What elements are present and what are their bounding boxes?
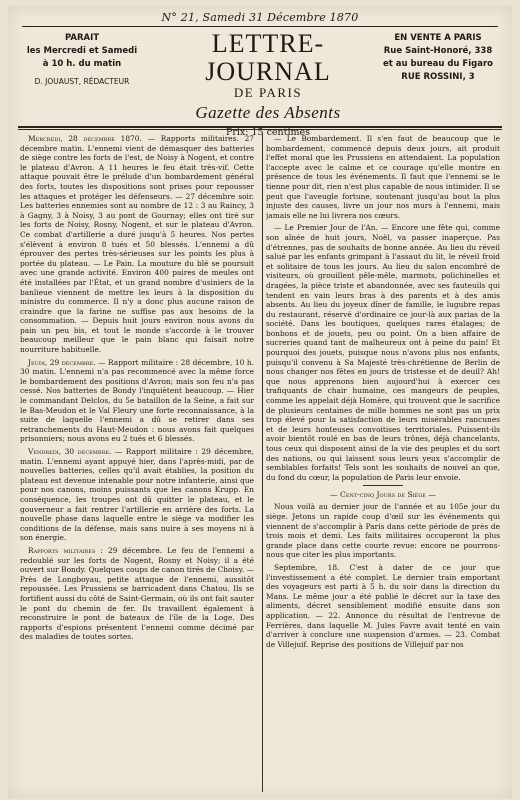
sales-line-3: et au bureau du Figaro bbox=[382, 59, 494, 69]
paragraph-text: 29 décembre. Le feu de l'ennemi a redoublé sur les forts de Nogent, Rosny et Noisy; il a été ouvert sur Bondy. Quelques coups de canon tirés de Choisy. — Près de Longboyau, petite attaque de l'ennemi, aussitôt repoussée. Les Prussiens se barricadent dans Chatou. Ils se fortifient aussi du côté de Saint-Germain, où ils ont fait sauter le pont du chemin de fer. Ils travaillent également à reconstruire le pont de bateaux de l'île de la Loge. Des rapports d'espions présentent l'ennemi comme décimé par des maladies de toutes sortes. bbox=[20, 545, 254, 642]
paragraph-text: Septembre, 18. C'est à dater de ce jour que l'investissement a été complet. Le dernier train emportant des voyageurs est parti à 5 h. du soir dans la direction du Mans. Le même jour a été publié le décret sur la taxe des aliments, décret sensiblement modifié ensuite dans son application. — 22. Annonce du résultat de l'entrevue de Ferrières, dans laquelle M. Jules Favre avait tenté en vain d'arriver à conclure une suspension d'armes. — 23. Combat de Villejuif. Reprise des positions de Villejuif par nos bbox=[266, 562, 500, 649]
editor-line: D. JOUAUST, RÉDACTEUR bbox=[34, 77, 130, 86]
price-line: Prix: 15 centimes bbox=[225, 127, 311, 138]
article-paragraph bbox=[20, 546, 254, 642]
schedule-line-3: à 10 h. du matin bbox=[42, 59, 122, 69]
paragraph-lead: Vendredi, 30 décembre. bbox=[28, 447, 112, 456]
article-paragraph bbox=[20, 447, 254, 543]
column-divider bbox=[262, 134, 263, 792]
article-paragraph bbox=[266, 502, 500, 560]
section-separator bbox=[363, 485, 403, 486]
article-paragraph bbox=[266, 134, 500, 220]
article-columns bbox=[20, 134, 500, 792]
newspaper-subtitle: DE PARIS bbox=[233, 85, 303, 100]
paragraph-text: Nous voilà au dernier jour de l'année et au 105e jour du siège. Jetons un rapide coup d'œil sur les événements qui viennent de s'accomplir à Paris dans cette période de près de trois mois et demi. Les faits militaires occuperont la plus grande place dans cette courte revue: encore ne pourrons-nous que citer les plus importants. bbox=[266, 502, 500, 560]
issue-line: N° 21, Samedi 31 Décembre 1870 bbox=[161, 11, 359, 24]
masthead bbox=[18, 29, 502, 138]
section-heading: — Cent-cinq Jours de Siège — bbox=[266, 490, 500, 500]
right-column bbox=[266, 134, 500, 792]
sales-info bbox=[374, 32, 502, 84]
paragraph-lead: Rapports militaires : bbox=[28, 545, 103, 555]
left-column bbox=[20, 134, 254, 792]
article-paragraph bbox=[266, 223, 500, 482]
schedule-line-2: les Mercredi et Samedi bbox=[26, 46, 138, 56]
paragraph-text: — Le Bombardement. Il s'en faut de beaucoup que le bombardement, commencé depuis deux jours, ait produit l'effet moral que les Prussiens en attendaient. La population l'accepte avec le calme et ce courage qu'elle montre en présence de tous les événements. Il faut que l'ennemi se le tienne pour dit, rien n'est plus capable de nous intimider. Il se peut que l'aveugle fortune, soutenant jusqu'au bout la plus injuste des causes, livre un jour nos murs à l'ennemi, mais jamais elle ne lui livrera nos cœurs. bbox=[266, 134, 500, 220]
paragraph-text: — Rapport militaire : 28 décembre, 10 h. 30 matin. L'ennemi n'a pas recommencé avec la même force le bombardement des positions d'Avron; mais son feu n'a pas cessé. Nos batteries de Bondy l'inquiètent beaucoup. — Hier le commandant Delclos, du 5e bataillon de la Seine, a fait sur le Bas-Meudon et le Val Fleury une forte reconnaissance, à la suite de laquelle l'ennemi a dû se retirer dans ses retranchements du Haut-Meudon : nous avons fait quelques prisonniers; nous avons eu 2 tués et 6 blessés. bbox=[20, 357, 254, 444]
paragraph-lead: Jeudi, 29 décembre. bbox=[28, 357, 96, 367]
sales-line-4: RUE ROSSINI, 3 bbox=[401, 72, 475, 82]
sales-line-1: EN VENTE A PARIS bbox=[394, 33, 482, 43]
article-paragraph bbox=[20, 358, 254, 444]
paragraph-text: — Rapports militaires. 27 décembre matin. L'ennemi vient de démasquer des batteries de siège contre les forts de l'est, de Noisy à Nogent, et contre le plateau d'Avron. A 11 heures le feu était très-vif. Cette attaque pouvait être le prélude d'un bombardement général des forts, toutes les dispositions sont prises pour repousser les attaques et protéger les défenseurs. — 27 décembre soir. Les batteries ennemies sont au nombre de 12 : 3 au Raincy, 3 à Gagny, 3 à Noisy, 3 au pont de Gournay; elles ont tiré sur les forts de Noisy, Rosny, Nogent, et sur le plateau d'Avron. Ce combat d'artillerie a duré jusqu'à 5 heures. Nos pertes s'élèvent à environ 8 tués et 50 blessés. L'ennemi a dû éprouver des pertes très-sérieuses sur les points les plus à portée du plateau. — Le Pain. La mouture du blé se poursuit avec une grande activité. Environ 400 paires de meules ont été installées par l'État, et un grand nombre d'usiniers de la banlieue viennent de mettre les leurs à la disposition du ministre du commerce. Il n'y a donc plus aucune raison de craindre que la farine ne suffise pas aux besoins de la consommation. — Depuis huit jours environ nous avons du pain un peu bis, et tout le monde s'accorde à le trouver beaucoup meilleur que le pain blanc qui faisait notre nourriture habituelle. bbox=[20, 134, 254, 355]
masthead-rule bbox=[18, 126, 502, 130]
paragraph-text: — Le Premier Jour de l'An. — Encore une fête qui, comme son aînée de huit jours, Noël, va passer inaperçue. Pas d'étrennes, pas de souhaits de bonne année. Au lieu du réveil salué par les enfants grimpant à l'assaut du lit, le réveil froid et solitaire de tous les jours. Au lieu du salon encombré de visiteurs, où grouillent pêle-mêle, marmots, polichinelles et dragées, la pièce triste et abandonnée, avec ses fauteuils qui tendent en vain leurs bras à des parents et à des amis absents. Au lieu du joyeux dîner de famille, le lugubre repas du restaurant, réservé d'ordinaire ce jour-là aux parias de la société. Dans les boutiques, quelques rares étalages; de bonbons et de jouets, peu ou point. On a bien affaire de sucreries quand tant de malheureux ont à peine du pain! Et pourquoi des jouets, puisque nous n'avons plus nos enfants, puisqu'il convenu à Sa Majesté très-chrétienne de Berlin de nous changer nos fêtes en jours de tristesse et de deuil? Ah! que nous apprenons bien aujourd'hui à exercer ces trafiquants de chair humaine, ces mangeurs de peuples, comme les appelait déjà Homère, qui trouvent que le sacrifice de plusieurs centaines de mille hommes ne sont pas un prix trop élevé pour la satisfaction de leurs misérables rancunes et de leurs honteuses convoitises territoriales. Puissent-ils avoir bientôt roulé en bas de leurs trônes, déjà chancelants, tous ceux qui disposent ainsi de la vie des peuples et du sort des nations, ou qui laissent sous leurs yeux s'accomplir de semblables forfaits! Tels sont les souhaits de nouvel an que, du fond du cœur, la population de Paris leur envoie. bbox=[266, 223, 500, 482]
gazette-title: Gazette des Absents bbox=[195, 103, 341, 122]
paragraph-text: — Rapport militaire : 29 décembre, matin. L'ennemi ayant appuyé hier, dans l'après-midi, par de nouvelles batteries, celles qu'il avait établies, la position du plateau est devenue intenable pour notre infanterie, ainsi que pour nos canons, moins puissants que les canons Krupp. En conséquence, les troupes ont dû quitter le plateau, et le gouverneur a fait rentrer l'artillerie en arrière des forts. La nouvelle phase dans laquelle entre le siège va modifier les conditions de la défense, mais sans nuire à ses moyens ni à son énergie. bbox=[20, 447, 254, 543]
schedule-line-1: PARAIT bbox=[64, 33, 100, 43]
top-rule bbox=[22, 26, 498, 27]
sales-line-2: Rue Saint-Honoré, 338 bbox=[383, 46, 493, 56]
masthead-center bbox=[150, 30, 386, 140]
newspaper-title: LETTRE-JOURNAL bbox=[205, 29, 331, 86]
paragraph-lead: Mercredi, 28 décembre 1870. bbox=[28, 134, 142, 143]
publication-schedule bbox=[18, 32, 146, 88]
newspaper-page bbox=[8, 6, 512, 798]
article-paragraph bbox=[20, 134, 254, 355]
article-paragraph bbox=[266, 563, 500, 649]
